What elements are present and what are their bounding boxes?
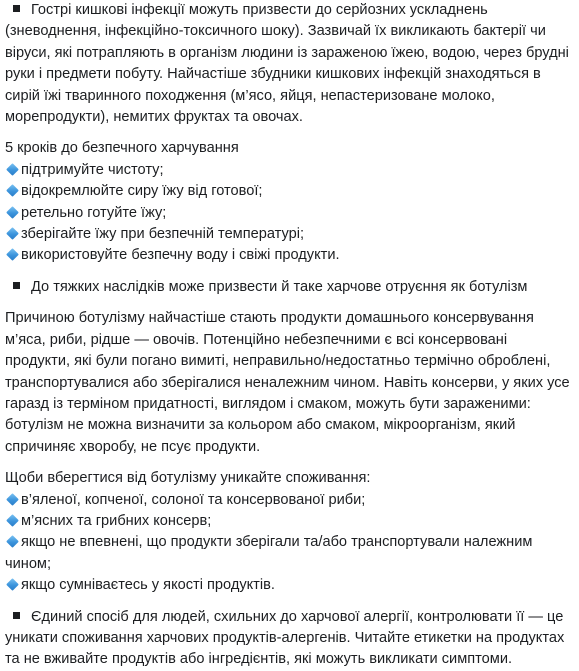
list-item: м’ясних та грибних консерв; <box>5 511 571 532</box>
blue-diamond-icon <box>6 514 19 527</box>
list-item: зберігайте їжу при безпечній температурі; <box>5 224 571 245</box>
botulism-note <box>5 277 571 298</box>
list-item: відокремлюйте сиру їжу від готової; <box>5 181 571 202</box>
allergy-text: Єдиний спосіб для людей, схильних до харчової алергії, контролювати її — це уникати споживання харчових продуктів-алергенів. Читайте етикетки на продуктах та не вживайте продуктів або інгредієнтів, які можуть викликати симптоми. <box>5 608 565 668</box>
blue-diamond-icon <box>6 227 19 240</box>
list-item: якщо сумніваєтесь у якості продуктів. <box>5 575 571 596</box>
intro-paragraph <box>5 0 571 128</box>
list-item: якщо не впевнені, що продукти зберігали та/або транспортували належним чином; <box>5 534 533 572</box>
list-item: в’яленої, копченої, солоної та консервованої риби; <box>5 490 571 511</box>
black-square-icon <box>13 282 20 289</box>
blue-diamond-icon <box>6 184 19 197</box>
allergy-paragraph <box>5 607 571 671</box>
intro-text: Гострі кишкові інфекції можуть призвести до серйозних ускладнень (зневоднення, інфекційно-токсичного шоку). Зазвичай їх викликають бактерії чи віруси, які потрапляють в організм людини із зараженою їжею, водою, через брудні руки і предмети побуту. Найчастіше збудники кишкових інфекцій знаходяться в сирій їжі тваринного походження (м’ясо, яйця, непастеризоване молоко, морепродукти), немитих фруктах та овочах. <box>5 2 569 126</box>
avoid-heading: Щоби вберегтися від ботулізму уникайте споживання: <box>5 470 371 487</box>
list-item: використовуйте безпечну воду і свіжі продукти. <box>5 245 571 266</box>
black-square-icon <box>13 5 20 12</box>
blue-diamond-icon <box>6 163 19 176</box>
blue-diamond-icon <box>6 535 19 548</box>
blue-diamond-icon <box>6 249 19 262</box>
botulism-paragraph: Причиною ботулізму найчастіше стають продукти домашнього консервування м’яса, риби, рідше — овочів. Потенційно небезпечними є всі консервовані продукти, які були погано вимиті, неправильно/недостатньо термічно оброблені, транспортувалися або зберігалися неналежним чином. Навіть консерви, у яких усе гаразд із терміном придатності, виглядом і смаком, можуть бути зараженими: ботулізм не можна визначити за кольором або смаком, мікроорганізм, який спричиняє хворобу, не псує продукти. <box>5 310 570 455</box>
avoid-list <box>5 468 571 596</box>
blue-diamond-icon <box>6 206 19 219</box>
list-item: підтримуйте чистоту; <box>5 160 571 181</box>
steps-list <box>5 138 571 266</box>
botulism-note-text: До тяжких наслідків може призвести й таке харчове отруєння як ботулізм <box>31 278 528 295</box>
steps-heading: 5 кроків до безпечного харчування <box>5 140 239 157</box>
blue-diamond-icon <box>6 493 19 506</box>
blue-diamond-icon <box>6 578 19 591</box>
black-square-icon <box>13 612 20 619</box>
list-item: ретельно готуйте їжу; <box>5 203 571 224</box>
